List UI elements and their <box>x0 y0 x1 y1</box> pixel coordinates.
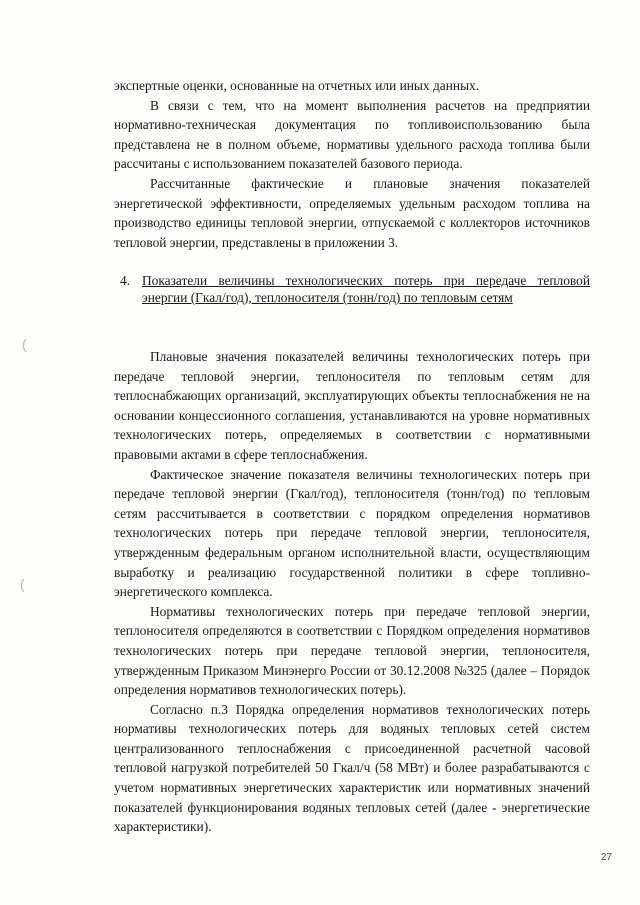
text-block-top <box>114 76 590 252</box>
section-title: Показатели величины технологических потерь при передаче тепловой энергии (Гкал/год), теплоносителя (тонн/год) по тепловым сетям <box>142 273 590 305</box>
paragraph-6: Нормативы технологических потерь при передаче тепловой энергии, теплоносителя определяются в соответствии с Порядком определения нормативов технологических потерь при передаче тепловой энергии, теплоносителя, утвержденным Приказом Минэнерго России от 30.12.2008 №325 (далее – Порядок определения нормативов технологических потерь). <box>114 603 590 698</box>
text-block-section <box>114 347 590 837</box>
paragraph-5: Фактическое значение показателя величины технологических потерь при передаче тепловой энергии (Гкал/год), теплоносителя (тонн/год) по тепловым сетям рассчитывается в соответствии с порядком определения нормативов технологических потерь при передаче тепловой энергии, теплоносителя, утвержденным федеральным органом исполнительной власти, осуществляющим выработку и реализацию государственной политики в сфере топливно-энергетического комплекса. <box>114 466 590 600</box>
paragraph-1: экспертные оценки, основанные на отчетных или иных данных. <box>114 78 480 93</box>
page-number: 27 <box>600 852 612 863</box>
scan-margin-mark: ( <box>20 576 25 592</box>
paragraph-3: Рассчитанные фактические и плановые значения показателей энергетической эффективности, определяемых удельным расходом топлива на производство единицы тепловой энергии, отпускаемой с коллекторов источников тепловой энергии, представлены в приложении 3. <box>114 175 590 250</box>
section-number: 4. <box>120 273 131 288</box>
paragraph-4: Плановые значения показателей величины технологических потерь при передаче тепловой энергии, теплоносителя по тепловым сетям для теплоснабжающих организаций, эксплуатирующих объекты теплоснабжения не на основании концессионного соглашения, устанавливаются на уровне нормативных технологических потерь, определяемых в соответствии с нормативными правовыми актами в сфере теплоснабжения. <box>114 349 590 462</box>
paragraph-2: В связи с тем, что на момент выполнения расчетов на предприятии нормативно-техническая документация по топливоиспользованию была представлена не в полном объеме, нормативы удельного расхода топлива были рассчитаны с использованием показателей базового периода. <box>114 97 590 172</box>
paragraph-7: Согласно п.3 Порядка определения нормативов технологических потерь нормативы технологических потерь для водяных тепловых сетей систем централизованного теплоснабжения с присоединенной расчетной часовой тепловой нагрузкой потребителей 50 Гкал/ч (58 МВт) и более разрабатываются с учетом нормативных энергетических характеристик или нормативных значений показателей функционирования водяных тепловых сетей (далее - энергетические характеристики). <box>114 701 590 835</box>
scan-margin-mark: ( <box>22 336 27 352</box>
